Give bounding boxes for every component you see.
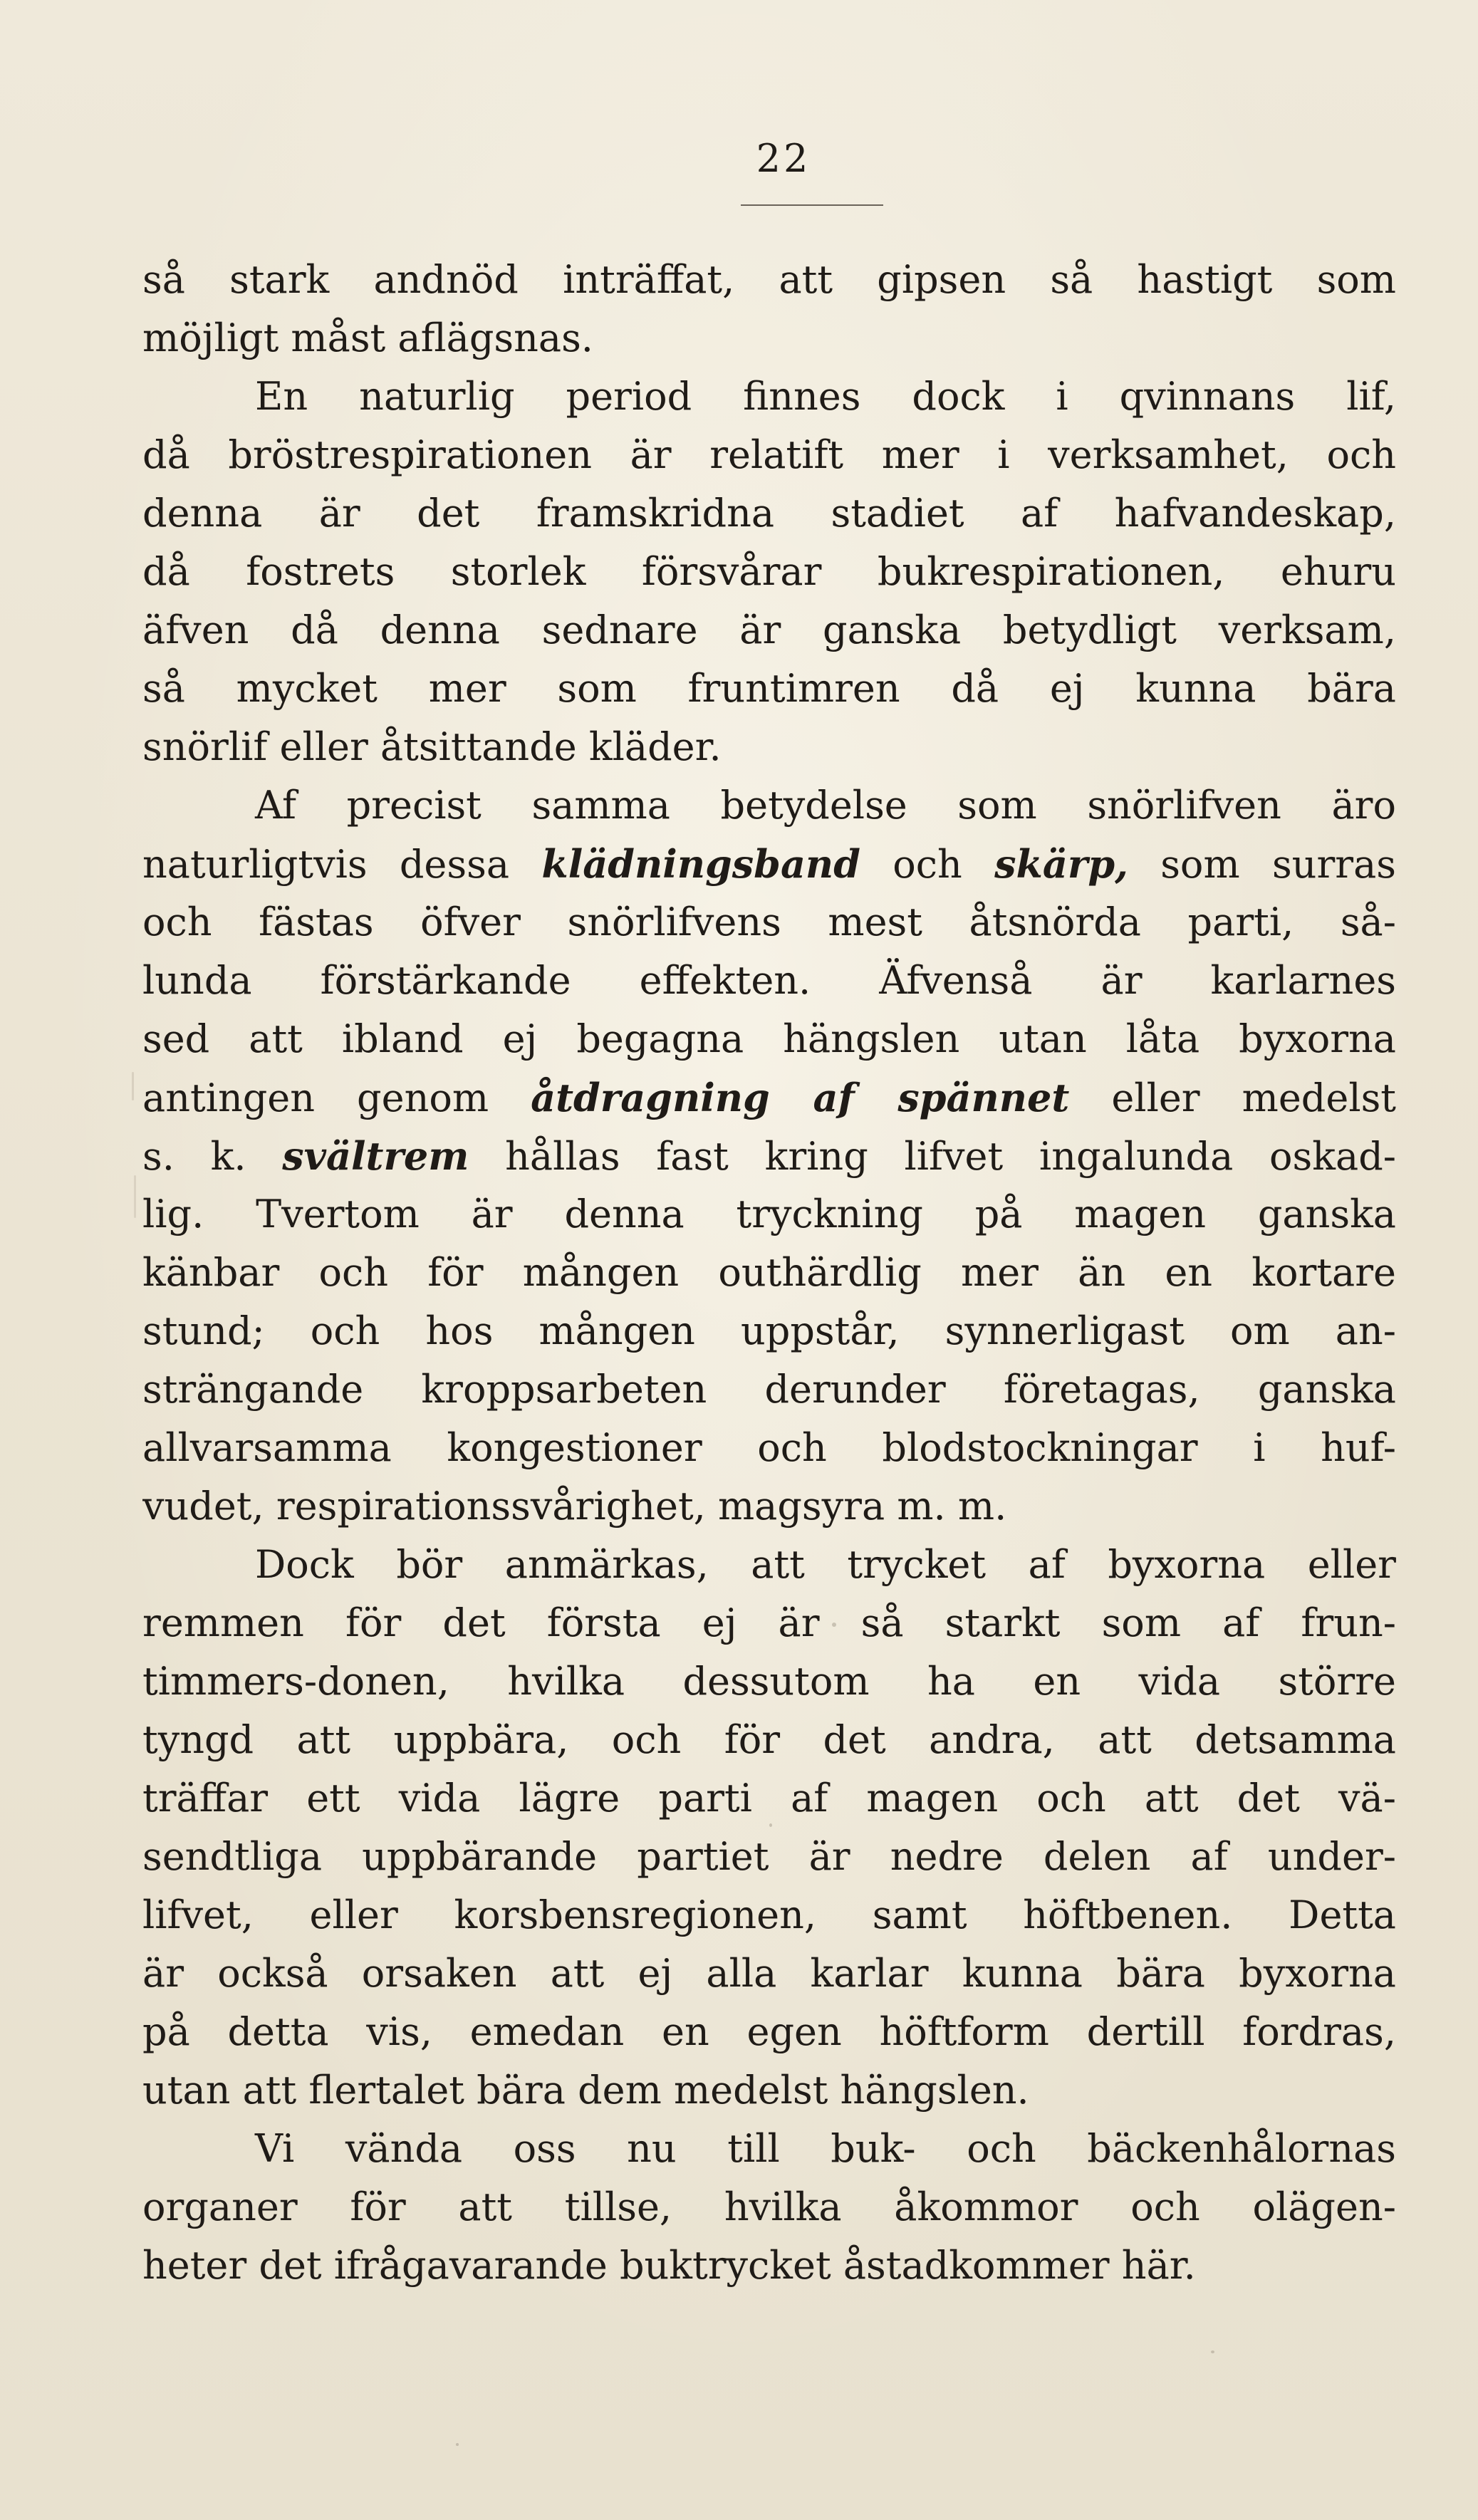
text-segment: som surras bbox=[1128, 842, 1396, 887]
text-segment: vudet, respirationssvårighet, magsyra m. m. bbox=[142, 1484, 1007, 1529]
text-line bbox=[142, 952, 1396, 1010]
text-line bbox=[142, 776, 1396, 835]
text-line: träffar ett vida lägre parti af magen och att det vä- bbox=[142, 1776, 1396, 1821]
text-line bbox=[142, 1185, 1396, 1244]
text-line: timmers-donen, hvilka dessutom ha en vida större bbox=[142, 1659, 1396, 1704]
text-segment: eller medelst bbox=[1069, 1076, 1396, 1120]
text-segment: stund; och hos mången uppstår, synnerligast om an- bbox=[142, 1308, 1396, 1353]
text-line: då bröstrespirationen är relatift mer i verksamhet, och bbox=[142, 432, 1396, 477]
text-segment: naturligtvis dessa bbox=[142, 842, 542, 887]
text-line: lifvet, eller korsbensregionen, samt höftbenen. Detta bbox=[142, 1892, 1396, 1937]
text-line: möjligt måst aflägsnas. bbox=[142, 316, 593, 360]
text-line: på detta vis, emedan en egen höftform dertill fordras, bbox=[142, 2009, 1396, 2054]
text-line: då fostrets storlek försvårar bukrespirationen, ehuru bbox=[142, 549, 1396, 594]
text-segment: s. k. bbox=[142, 1134, 283, 1179]
italic-term: svältrem bbox=[282, 1133, 469, 1179]
text-line: så stark andnöd inträffat, att gipsen så hastigt som bbox=[142, 257, 1396, 302]
text-segment: antingen genom bbox=[142, 1076, 531, 1120]
paragraph bbox=[142, 776, 1396, 1536]
text-segment: hållas fast kring lifvet ingalunda oskad- bbox=[469, 1134, 1396, 1179]
text-line bbox=[142, 1302, 1396, 1360]
text-line bbox=[142, 893, 1396, 952]
header-rule bbox=[741, 204, 883, 206]
paragraph bbox=[142, 1536, 1396, 2120]
text-segment: strängande kroppsarbeten derunder företagas, ganska bbox=[142, 1367, 1396, 1412]
text-line: sendtliga uppbärande partiet är nedre delen af under- bbox=[142, 1834, 1396, 1879]
text-line: tyngd att uppbära, och för det andra, att detsamma bbox=[142, 1717, 1396, 1762]
text-line bbox=[142, 1477, 1396, 1536]
italic-term: åtdragning af spännet bbox=[531, 1075, 1070, 1120]
text-segment: och bbox=[860, 842, 995, 887]
paragraph bbox=[142, 251, 1396, 368]
text-line: utan att flertalet bära dem medelst hängslen. bbox=[142, 2068, 1029, 2113]
text-line bbox=[142, 1010, 1396, 1068]
text-segment: lig. Tvertom är denna tryckning på magen ganska bbox=[142, 1192, 1396, 1236]
paragraph bbox=[142, 368, 1396, 776]
body-text bbox=[142, 251, 1396, 2295]
text-segment: känbar och för mången outhärdlig mer än en kortare bbox=[142, 1250, 1396, 1295]
text-line: är också orsaken att ej alla karlar kunna bära byxorna bbox=[142, 1951, 1396, 1996]
text-line bbox=[142, 1360, 1396, 1419]
text-line bbox=[142, 1068, 1396, 1127]
text-line: denna är det framskridna stadiet af hafvandeskap, bbox=[142, 491, 1396, 536]
text-line: En naturlig period finnes dock i qvinnans lif, bbox=[255, 374, 1396, 419]
text-segment: Af precist samma betydelse som snörlifven äro bbox=[255, 783, 1396, 828]
italic-term: klädningsband bbox=[541, 841, 860, 887]
page-number: 22 bbox=[756, 136, 811, 181]
text-line bbox=[142, 1244, 1396, 1302]
text-segment: sed att ibland ej begagna hängslen utan låta byxorna bbox=[142, 1016, 1396, 1061]
text-line: Dock bör anmärkas, att trycket af byxorna eller bbox=[255, 1542, 1396, 1587]
text-line: så mycket mer som fruntimren då ej kunna bära bbox=[142, 666, 1396, 711]
paragraph bbox=[142, 2120, 1396, 2295]
italic-term: skärp, bbox=[994, 841, 1128, 887]
text-segment: allvarsamma kongestioner och blodstockningar i huf- bbox=[142, 1425, 1396, 1470]
text-segment: och fästas öfver snörlifvens mest åtsnörda parti, så- bbox=[142, 900, 1396, 944]
text-line: heter det ifrågavarande buktrycket åstadkommer här. bbox=[142, 2243, 1196, 2288]
text-line: Vi vända oss nu till buk- och bäckenhålornas bbox=[255, 2126, 1396, 2171]
text-line bbox=[142, 835, 1396, 893]
text-line: snörlif eller åtsittande kläder. bbox=[142, 724, 722, 769]
text-line bbox=[142, 1127, 1396, 1185]
text-line bbox=[142, 1419, 1396, 1477]
text-line: remmen för det första ej är så starkt som af frun- bbox=[142, 1600, 1396, 1645]
text-line: organer för att tillse, hvilka åkommor och olägen- bbox=[142, 2185, 1396, 2229]
text-segment: lunda förstärkande effekten. Äfvenså är karlarnes bbox=[142, 958, 1396, 1003]
text-line: äfven då denna sednare är ganska betydligt verksam, bbox=[142, 608, 1396, 652]
